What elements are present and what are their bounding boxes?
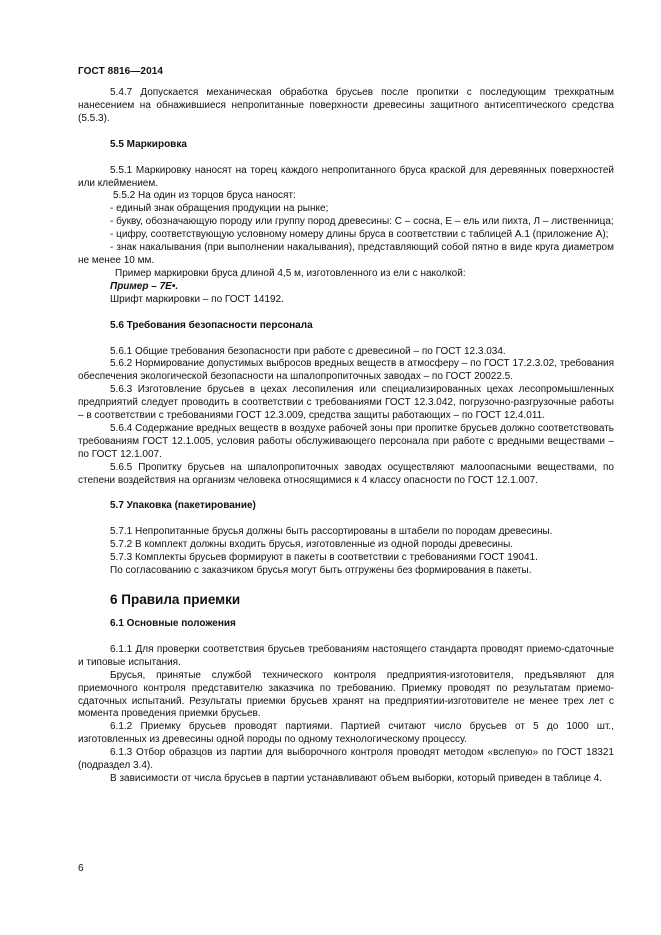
paragraph-5-6-3: 5.6.3 Изготовление брусьев в цехах лесопиления или специализированных цехах лесопромышленных предприятий следует проводить в соответствии с требованиями ГОСТ 12.3.042, погрузочно-разгрузочные работы – в соответствии с требованиями ГОСТ 12.3.009, средства защиты работающих – по ГОСТ 12.4.011. (78, 384, 614, 422)
heading-5-5: 5.5 Маркировка (110, 138, 187, 150)
marking-example: Пример – 7Е•. (110, 280, 179, 292)
paragraph-5-6-5: 5.6.5 Пропитку брусьев на шпалопропиточных заводах осуществляют малоопасными веществами, по степени воздействия на организм человека относящимися к 4 классу опасности по ГОСТ 12.1.007. (78, 461, 614, 486)
paragraph-5-7-2: 5.7.2 В комплект должны входить брусья, изготовленные из одной породы древесины. (110, 539, 514, 551)
heading-6: 6 Правила приемки (110, 592, 241, 607)
paragraph-6-1-1: 6.1.1 Для проверки соответствия брусьев требованиям настоящего стандарта проводят приемо-сдаточные и типовые испытания. (78, 643, 614, 668)
heading-6-1: 6.1 Основные положения (110, 618, 236, 629)
paragraph-5-7-note: По согласованию с заказчиком брусья могут быть отгружены без формирования в пакеты. (110, 565, 532, 577)
paragraph-5-7-3: 5.7.3 Комплекты брусьев формируют в пакеты в соответствии с требованиями ГОСТ 19041. (110, 552, 538, 564)
paragraph-6-1-3: 6.1.3 Отбор образцов из партии для выборочного контроля проводят методом «вслепую» по ГОСТ 18321 (подраздел 3.4). (78, 747, 614, 772)
paragraph-6-1-3-sample-size: В зависимости от числа брусьев в партии устанавливают объем выборки, который приведен в таблице 4. (110, 772, 603, 784)
heading-5-7: 5.7 Упаковка (пакетирование) (110, 500, 256, 512)
paragraph-5-4-7: 5.4.7 Допускается механическая обработка брусьев после пропитки с последующим трехкратным нанесением на обнажившиеся непропитанные поверхности древесины защитного антисептического средства (5.5.3). (78, 87, 614, 124)
paragraph-5-7-1: 5.7.1 Непропитанные брусья должны быть рассортированы в штабели по породам древесины. (110, 526, 553, 538)
list-item-incision-mark: - знак накалывания (при выполнении накалывания), представляющий собой пятно в виде круга диаметром не менее 10 мм. (78, 242, 614, 266)
heading-5-6: 5.6 Требования безопасности персонала (110, 319, 313, 331)
standard-header: ГОСТ 8816—2014 (78, 66, 164, 77)
paragraph-5-5-2: 5.5.2 На один из торцов бруса наносят: (113, 190, 296, 202)
paragraph-5-6-4: 5.6.4 Содержание вредных веществ в воздухе рабочей зоны при пропитке брусьев должно соответствовать требованиям ГОСТ 12.1.005, условия работы обслуживающего персонала при работе с вредными веществами – по ГОСТ 12.1.007. (78, 422, 614, 460)
paragraph-5-5-1: 5.5.1 Маркировку наносят на торец каждого непропитанного бруса краской для деревянных поверхностей или клеймением. (78, 164, 614, 189)
marking-font-note: Шрифт маркировки – по ГОСТ 14192. (110, 293, 284, 305)
list-item-length-number: - цифру, соответствующую условному номеру длины бруса в соответствии с таблицей А.1 (приложение А); (110, 229, 609, 241)
marking-example-intro: Пример маркировки бруса длиной 4,5 м, изготовленного из ели с наколкой: (115, 267, 466, 279)
page-number: 6 (78, 863, 84, 874)
paragraph-6-1-2: 6.1.2 Приемку брусьев проводят партиями. Партией считают число брусьев от 5 до 1000 шт., изготовленных из древесины одной породы по одному технологическому процессу. (78, 721, 614, 746)
list-item-mark-sign: - единый знак обращения продукции на рынке; (110, 203, 329, 215)
paragraph-5-6-2: 5.6.2 Нормирование допустимых выбросов вредных веществ в атмосферу – по ГОСТ 17.2.3.02, требования обеспечения экологической безопасности на шпалопропиточных заводах – по ГОСТ 20022.5. (78, 358, 614, 383)
paragraph-6-1-1-acceptance: Брусья, принятые службой технического контроля предприятия-изготовителя, предъявляют для приемочного контроля представителю заказчика по требованию. Приемку проводят по результатам приемо-сдаточных испытаний. Результаты приемки брусьев хранят на предприятии-изготовителе не менее трех лет с момента проведения приемки брусьев. (78, 669, 614, 720)
list-item-wood-letter: - букву, обозначающую породу или группу пород древесины: С – сосна, Е – ель или пихта, Л – лиственница; (110, 216, 614, 228)
document-body (78, 87, 614, 786)
paragraph-5-6-1: 5.6.1 Общие требования безопасности при работе с древесиной – по ГОСТ 12.3.034. (110, 345, 506, 357)
